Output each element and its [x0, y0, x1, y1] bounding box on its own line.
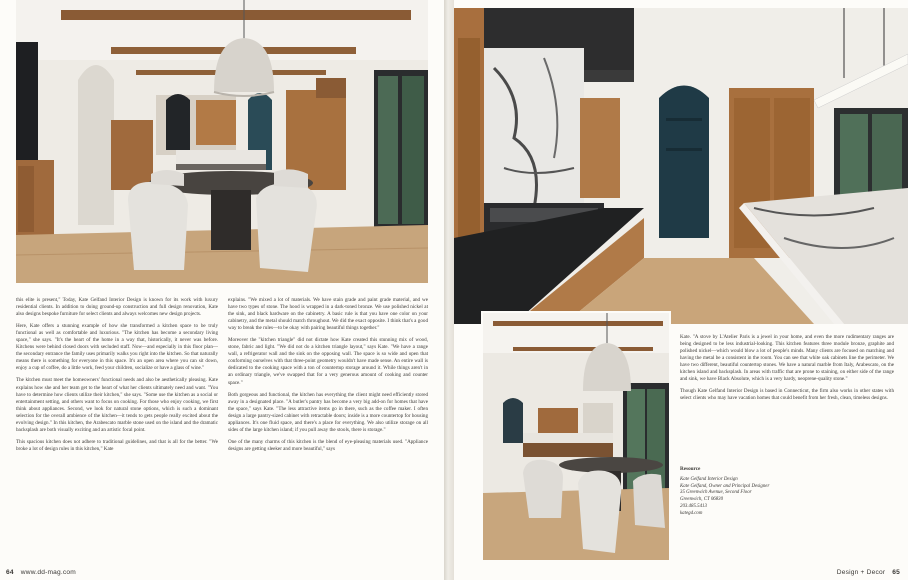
credit-line: Kate Gelfand Interior Design [680, 476, 738, 482]
paragraph: This spacious kitchen does not adhere to traditional guidelines, and that is all for the better. "We broke a lot of design rules in this kitchen," Kate [16, 438, 218, 452]
right-page [454, 0, 908, 580]
right-folio [837, 569, 900, 576]
paragraph: Though Kate Gelfand Interior Design is based in Connecticut, the firm also works in other states with select clients who may have vacation homes that could benefit from her fresh, clean, timeless designs. [680, 388, 894, 402]
kitchen-range-photo [454, 8, 908, 324]
left-text-column-2 [228, 297, 428, 458]
paragraph: One of the many charms of this kitchen is the blend of eye-pleasing materials used. "Appliance designs are getting sleeker and more beautiful," says [228, 438, 428, 452]
spine-gutter [444, 0, 454, 580]
left-folio [6, 569, 76, 576]
right-text-column [680, 334, 894, 407]
resource-heading: Resource [680, 466, 701, 472]
paragraph: Moreover the "kitchen triangle" did not dictate how Kate created this stunning mix of wood, stone, fabric and light. "We did not do a kitchen triangle layout," says Kate. "We have a range wall, a refrigerator wall and the sink on the opposing wall. The space is so wide and open that conforming ourselves with that three-point geometry wouldn't have made sense. An entire wall is dedicated to the cooking space with a ton of countertop storage around it. While things aren't in an ordinary triangle, we've swapped that for a very generous amount of cooking and counter space." [228, 337, 428, 386]
credit-line: Kate Gelfand, Owner and Principal Designer [680, 483, 770, 489]
left-page [0, 0, 444, 580]
paragraph: The kitchen must meet the homeowners' functional needs and also be aesthetically pleasing. Kate explains how she and her team get to the heart of what her clients ultimately need and want. "You have to determine how clients utilize their kitchen," she says. "Some use the kitchen as a social or entertainment setting, and others want to focus on cooking. For those who enjoy cooking, we first think about appliances. Second, we look for natural stone options, which is such a dominant selection for the overall ambience of the kitchen—it tends to gets people really excited about the evolving design." In this kitchen, the Arabescato marble stone used on the island and the dramatic backsplash are both visually exciting and an artistic focal point. [16, 377, 218, 433]
page-number: 64 [6, 569, 14, 576]
credit-line: kategd.com [680, 510, 703, 516]
dining-room-inset-photo [481, 311, 671, 562]
credit-line: 203.485.5413 [680, 503, 707, 509]
paragraph: Here, Kate offers a stunning example of how she transformed a kitchen space to be truly functional as well as comfortable and luxurious. "The kitchen has become a secondary living space," she says. "It's the heart of the home in a way that, historically, it never was before. Kitchens were behind closed doors with secluded staff. Now—and especially in this floor plan—the secondary entrance the family uses primarily walks you right into the kitchen. So that naturally means there is something for everyone in this space. It's an open area where you can sit down, enjoy a cup of coffee, do a little work, feed your children, socialize or have a glass of wine." [16, 323, 218, 372]
paragraph: this elite is present," Today, Kate Gelfand Interior Design is known for its work with luxury residential clients. In addition to doing ground-up construction and full design renovation, Kate also designs bespoke furniture for select clients and always welcomes new design projects. [16, 297, 218, 318]
site-url: www.dd-mag.com [20, 569, 76, 576]
resource-credits [680, 466, 894, 518]
dining-kitchen-photo [16, 0, 428, 283]
paragraph: Both gorgeous and functional, the kitchen has everything the client might need efficiently stored away in a designated place. "A butler's pantry has become a very big add-on for homes that have the space," says Kate. "The less attractive items go in there, such as the coffee maker. I often design a large pantry-sized cabinet with retractable doors; inside is a more countertop for housing appliances. It's one fluid space, and there's a place for everything. We also utilize storage on all sides of the large kitchen island; if you pull away the stools, there is storage." [228, 391, 428, 433]
credit-line: 35 Greenwich Avenue, Second Floor [680, 490, 752, 496]
paragraph: Kate. "A stove by L'Atelier Paris is a jewel in your home, and even the more rudimentary ranges are being designed to be less industrial-looking. This kitchen features three module bronze, graphite and polished nickel—which would blow a lot of people's minds. Many clients are focused on matching and having the metal be a consistent in the room. You can see that white oak cabinets line the perimeter. We have two different, beautiful countertop stones. We have a natural marble from Italy, Arabescato, on the kitchen island and backsplash. In areas with traffic that are prone to staining, on either side of the range and sink, we have Black Absolute, which is a very hardy, neoprene-quality stone." [680, 334, 894, 383]
left-text-column-1 [16, 297, 218, 458]
paragraph: explains. "We mixed a lot of materials. We have stain grade and paint grade material, and we have two types of stone. The hood is wrapped in a dark-toned bronze. We use polished nickel at the sink, and black hardware on the cabinetry. A basic rule is that you have one color on your cabinetry, and the metal should match throughout. We did the exact opposite. I think that's a good way to break the rules—to be okay with pairing beautiful things together." [228, 297, 428, 332]
credit-line: Greenwich, CT 06830 [680, 497, 724, 503]
page-number: 65 [892, 569, 900, 576]
magazine-name: Design + Decor [836, 569, 886, 576]
